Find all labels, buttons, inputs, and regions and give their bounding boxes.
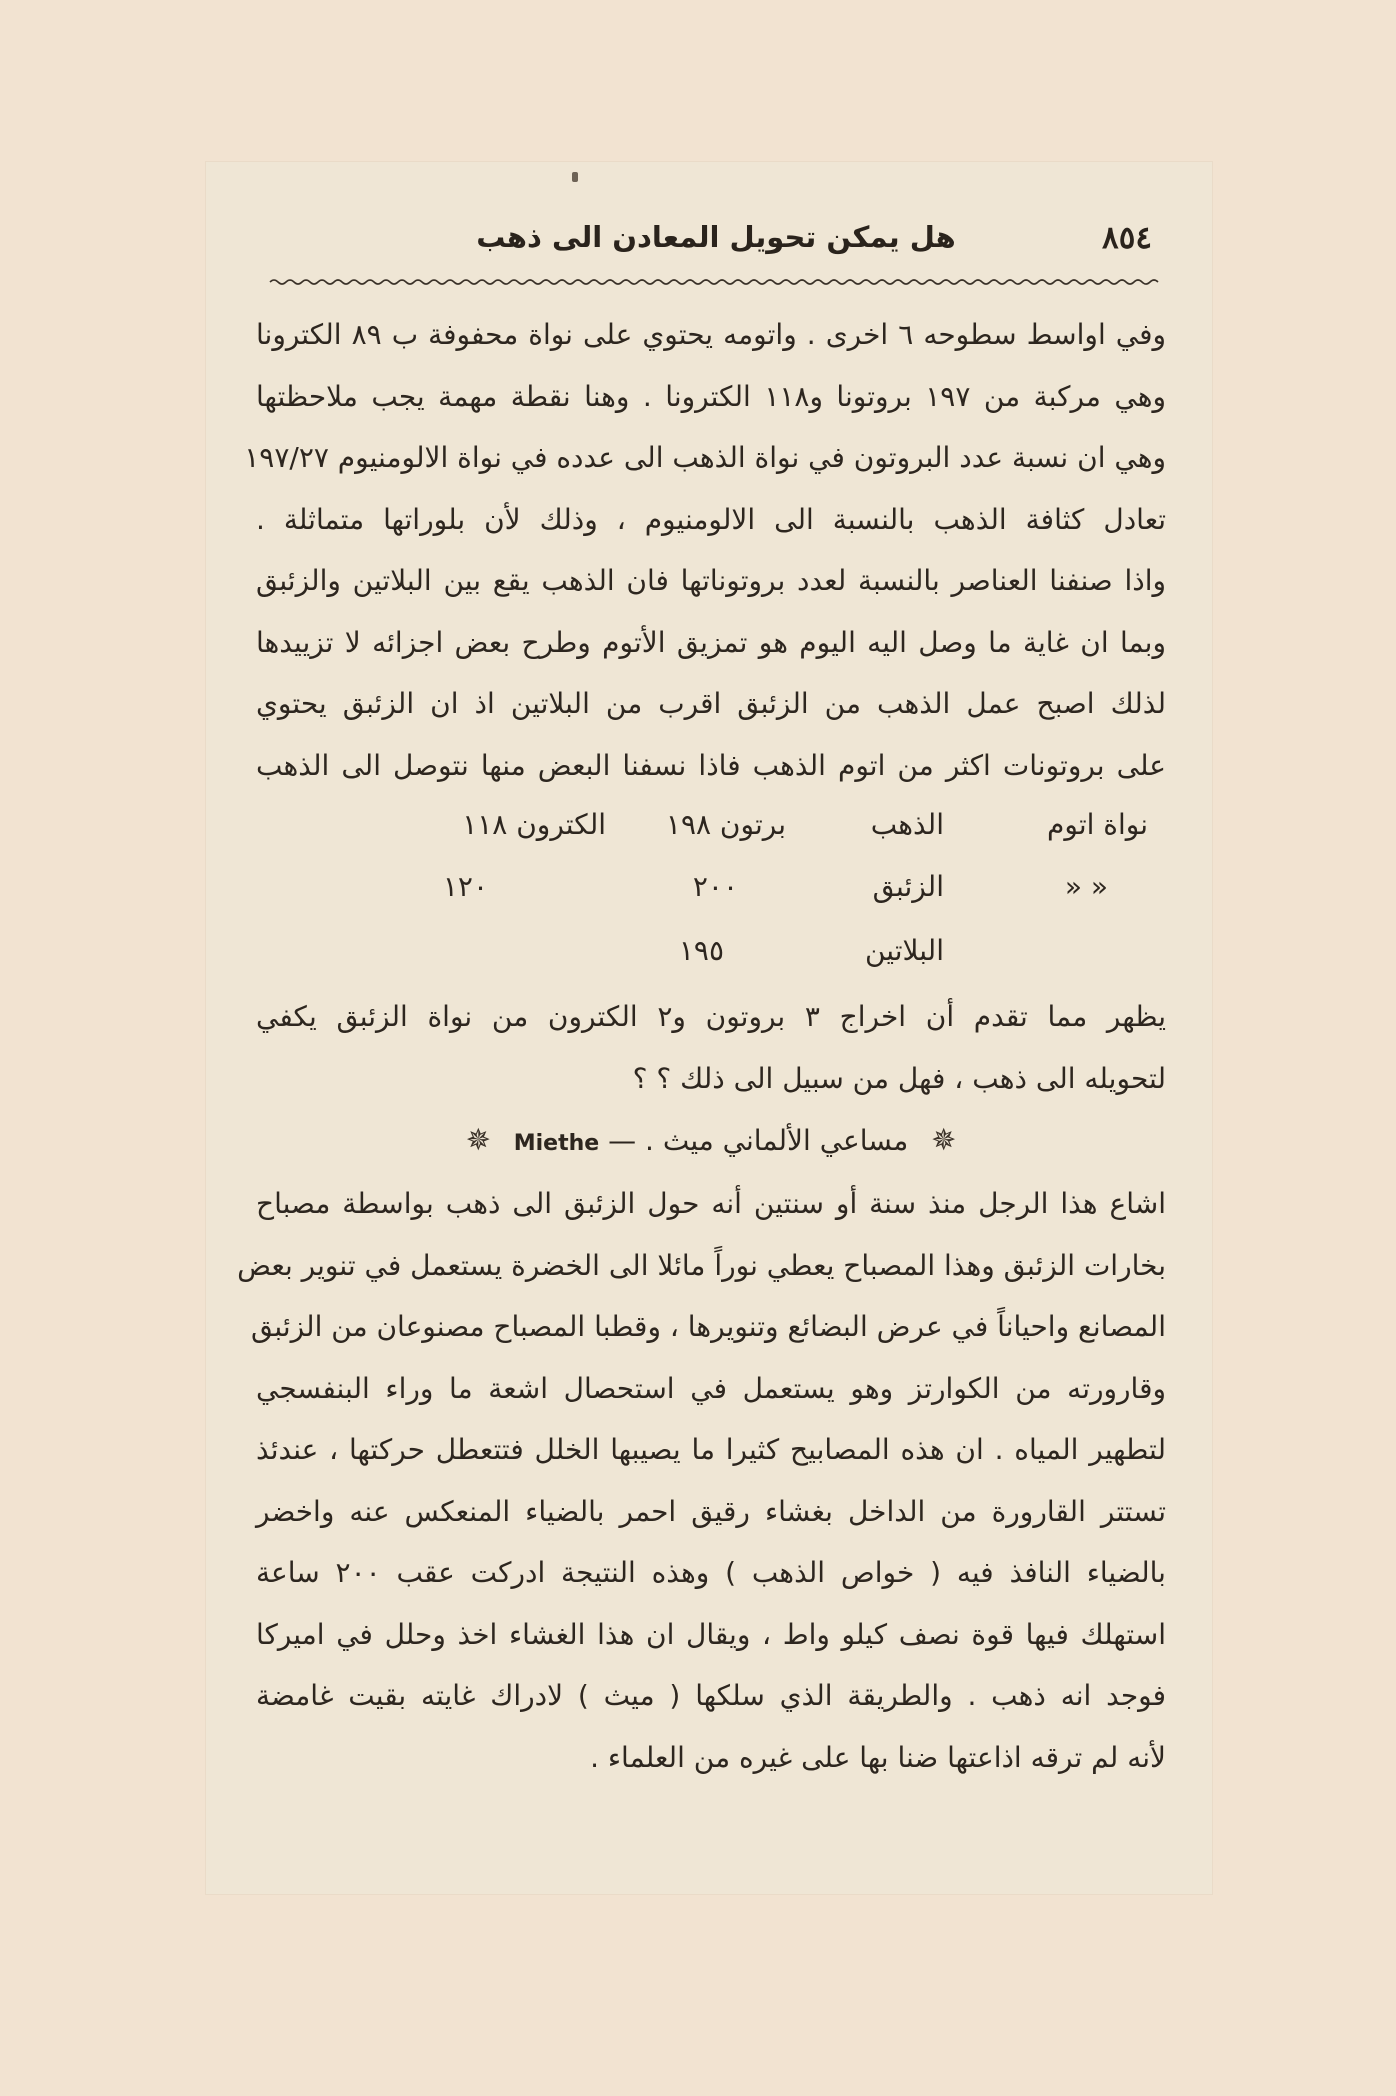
text-line: تعادل كثافة الذهب بالنسبة الى الالومنيوم ، وذلك لأن بلوراتها متماثلة . <box>256 502 1166 536</box>
text-line: على بروتونات اكثر من اتوم الذهب فاذا نسفنا البعض منها نتوصل الى الذهب <box>256 748 1166 782</box>
book-page <box>206 162 1212 1894</box>
text-line: اشاع هذا الرجل منذ سنة أو سنتين أنه حول الزئبق الى ذهب بواسطة مصباح <box>256 1187 1166 1220</box>
print-speck <box>572 172 578 182</box>
running-title: هل يمكن تحويل المعادن الى ذهب <box>476 220 956 254</box>
page-number: ٨٥٤ <box>1102 220 1152 256</box>
table-row1-electrons: الكترون ١١٨ <box>462 808 606 841</box>
text-line: بخارات الزئبق وهذا المصباح يعطي نوراً مائلا الى الخضرة يستعمل في تنوير بعض <box>237 1248 1166 1282</box>
text-line: لذلك اصبح عمل الذهب من الزئبق اقرب من البلاتين اذ ان الزئبق يحتوي <box>256 687 1166 720</box>
section-heading-latin: Miethe <box>513 1131 600 1156</box>
table-row2-element: الزئبق <box>872 870 944 903</box>
page-body <box>237 304 1167 1788</box>
text-line: وهي ان نسبة عدد البروتون في نواة الذهب الى عدده في نواة الالومنيوم ١٩٧/٢٧ <box>244 441 1166 474</box>
table-row2-electrons: ١٢٠ <box>442 870 488 903</box>
text-line: المصانع واحياناً في عرض البضائع وتنويرها ، وقطبا المصباح مصنوعان من الزئبق <box>251 1310 1166 1343</box>
table-row3-element: البلاتين <box>864 934 944 967</box>
table-row2-label: « « <box>1064 870 1108 903</box>
section-heading-arabic: مساعي الألماني ميث . — <box>608 1124 909 1157</box>
text-line: لأنه لم ترقه اذاعتها ضنا بها على غيره من العلماء . <box>590 1740 1166 1774</box>
text-line: وهي مركبة من ١٩٧ بروتونا و١١٨ الكترونا . وهنا نقطة مهمة يجب ملاحظتها <box>256 379 1166 413</box>
text-line: لتطهير المياه . ان هذه المصابيح كثيرا ما يصيبها الخلل فتتعطل حركتها ، عندئذ <box>256 1433 1166 1466</box>
text-line: لتحويله الى ذهب ، فهل من سبيل الى ذلك ؟ ؟ <box>632 1061 1166 1095</box>
text-line: وفي اواسط سطوحه ٦ اخرى . واتومه يحتوي على نواة محفوفة ب ٨٩ الكترونا <box>256 318 1167 351</box>
header-wavy-rule <box>270 278 1162 286</box>
table-row1-label: نواة اتوم <box>1047 808 1148 841</box>
section-heading <box>256 1109 1166 1173</box>
text-line: فوجد انه ذهب . والطريقة الذي سلكها ( ميث ) لادراك غايته بقيت غامضة <box>256 1679 1166 1712</box>
text-line: وبما ان غاية ما وصل اليه اليوم هو تمزيق الأتوم وطرح بعض اجزائه لا تزييدها <box>256 625 1166 659</box>
text-line: تستتر القارورة من الداخل بغشاء رقيق احمر بالضياء المنعكس عنه واخضر <box>256 1494 1166 1528</box>
star-ornament-icon: ✵ <box>931 1123 957 1158</box>
text-line: واذا صنفنا العناصر بالنسبة لعدد بروتوناتها فان الذهب يقع بين البلاتين والزئبق <box>256 564 1166 597</box>
table-row1-protons: برتون ١٩٨ <box>665 808 786 841</box>
table-row2-protons: ٢٠٠ <box>692 870 738 903</box>
text-line: يظهر مما تقدم أن اخراج ٣ بروتون و٢ الكترون من نواة الزئبق يكفي <box>256 1000 1167 1033</box>
text-line: وقارورته من الكوارتز وهو يستعمل في استحصال اشعة ما وراء البنفسجي <box>256 1371 1166 1405</box>
star-ornament-icon: ✵ <box>465 1123 491 1158</box>
page-header <box>270 214 1162 278</box>
text-line: بالضياء النافذ فيه ( خواص الذهب ) وهذه النتيجة ادركت عقب ٢٠٠ ساعة <box>256 1556 1166 1589</box>
table-row3-protons: ١٩٥ <box>678 934 724 967</box>
nucleus-table <box>256 796 1166 986</box>
table-row1-element: الذهب <box>870 808 944 841</box>
text-line: استهلك فيها قوة نصف كيلو واط ، ويقال ان هذا الغشاء اخذ وحلل في اميركا <box>256 1617 1166 1651</box>
